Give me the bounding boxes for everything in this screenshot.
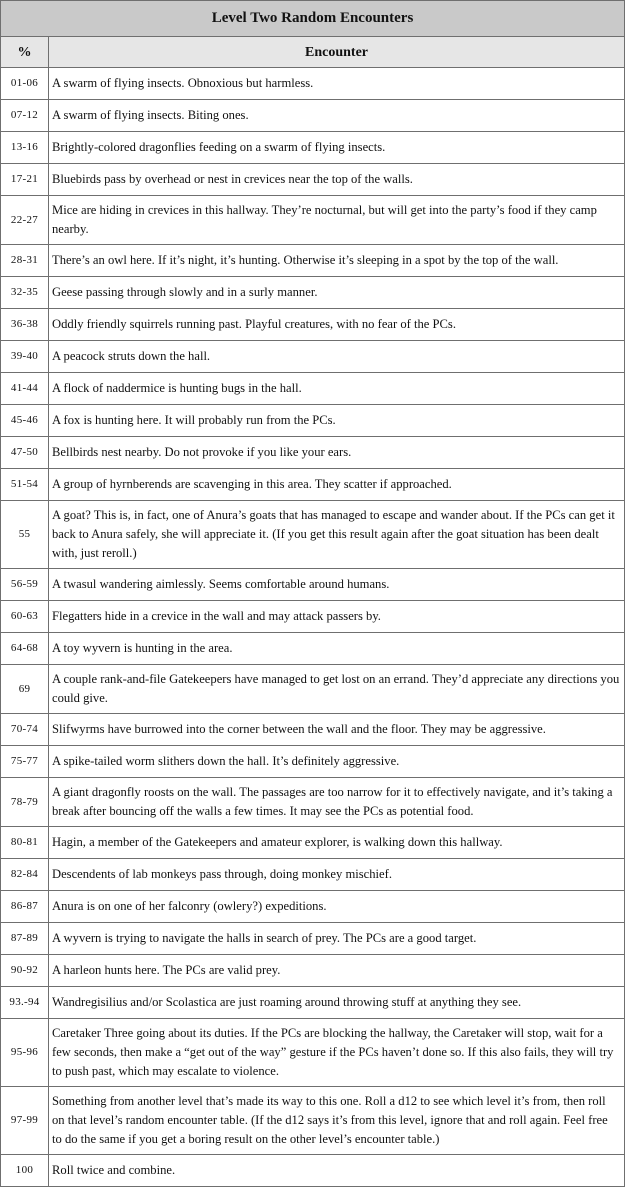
table-row [1,100,625,132]
roll-range: 69 [1,665,49,714]
table-row [1,341,625,373]
encounter-text: Roll twice and combine. [49,1155,625,1187]
table-row [1,665,625,714]
table-row [1,891,625,923]
encounter-text: A peacock struts down the hall. [49,341,625,373]
roll-range: 51-54 [1,469,49,501]
roll-range: 47-50 [1,437,49,469]
table-row [1,955,625,987]
roll-range: 78-79 [1,778,49,827]
roll-range: 86-87 [1,891,49,923]
table-row [1,373,625,405]
encounter-text: A twasul wandering aimlessly. Seems comfortable around humans. [49,569,625,601]
roll-range: 90-92 [1,955,49,987]
table-row [1,68,625,100]
roll-range: 01-06 [1,68,49,100]
roll-range: 22-27 [1,196,49,245]
encounter-text: A goat? This is, in fact, one of Anura’s goats that has managed to escape and wander about. If the PCs can get it back to Anura safely, she will appreciate it. (If you get this result again after the goat situation has been dealt with, just reroll.) [49,501,625,569]
table-row [1,405,625,437]
roll-range: 28-31 [1,245,49,277]
encounter-text: Slifwyrms have burrowed into the corner between the wall and the floor. They may be aggressive. [49,714,625,746]
encounter-text: A spike-tailed worm slithers down the hall. It’s definitely aggressive. [49,746,625,778]
table-row [1,245,625,277]
encounter-text: Descendents of lab monkeys pass through, doing monkey mischief. [49,859,625,891]
table-row [1,746,625,778]
roll-range: 60-63 [1,601,49,633]
encounter-text: Caretaker Three going about its duties. If the PCs are blocking the hallway, the Caretaker will stop, wait for a few seconds, then make a “get out of the way” gesture if the PCs haven’t done so. If this also fails, they will try to push past, which may escalate to violence. [49,1019,625,1087]
table-row [1,1087,625,1155]
encounter-text: Wandregisilius and/or Scolastica are just roaming around throwing stuff at anything they see. [49,987,625,1019]
encounter-text: A harleon hunts here. The PCs are valid prey. [49,955,625,987]
encounter-column-header: Encounter [49,37,625,68]
roll-range: 17-21 [1,164,49,196]
roll-range: 39-40 [1,341,49,373]
roll-range: 07-12 [1,100,49,132]
encounter-text: Flegatters hide in a crevice in the wall and may attack passers by. [49,601,625,633]
roll-range: 70-74 [1,714,49,746]
table-row [1,923,625,955]
roll-range: 100 [1,1155,49,1187]
encounter-text: Geese passing through slowly and in a surly manner. [49,277,625,309]
encounter-text: A swarm of flying insects. Obnoxious but harmless. [49,68,625,100]
roll-range: 32-35 [1,277,49,309]
encounter-text: Mice are hiding in crevices in this hallway. They’re nocturnal, but will get into the party’s food if they camp nearby. [49,196,625,245]
encounter-text: A swarm of flying insects. Biting ones. [49,100,625,132]
encounter-text: Bluebirds pass by overhead or nest in crevices near the top of the walls. [49,164,625,196]
encounter-text: A couple rank-and-file Gatekeepers have managed to get lost on an errand. They’d appreciate any directions you could give. [49,665,625,714]
table-row [1,987,625,1019]
encounter-text: Something from another level that’s made its way to this one. Roll a d12 to see which level it’s from, then roll on that level’s random encounter table. (If the d12 says it’s from this level, ignore that and roll again. Feel free to do the same if you get a boring result on the other level’s encounter table.) [49,1087,625,1155]
encounter-text: Brightly-colored dragonflies feeding on a swarm of flying insects. [49,132,625,164]
table-title: Level Two Random Encounters [1,1,625,37]
table-row [1,196,625,245]
table-row [1,633,625,665]
roll-range: 64-68 [1,633,49,665]
roll-range: 41-44 [1,373,49,405]
roll-range: 45-46 [1,405,49,437]
roll-range: 97-99 [1,1087,49,1155]
table-row [1,827,625,859]
roll-range: 80-81 [1,827,49,859]
roll-range: 56-59 [1,569,49,601]
encounter-text: A fox is hunting here. It will probably run from the PCs. [49,405,625,437]
roll-range: 55 [1,501,49,569]
table-row [1,501,625,569]
table-row [1,601,625,633]
encounter-text: Bellbirds nest nearby. Do not provoke if you like your ears. [49,437,625,469]
table-row [1,277,625,309]
encounter-text: A toy wyvern is hunting in the area. [49,633,625,665]
roll-range: 13-16 [1,132,49,164]
encounter-text: Anura is on one of her falconry (owlery?) expeditions. [49,891,625,923]
roll-range: 75-77 [1,746,49,778]
table-row [1,309,625,341]
encounter-text: A wyvern is trying to navigate the halls in search of prey. The PCs are a good target. [49,923,625,955]
table-row [1,859,625,891]
encounter-text: A giant dragonfly roosts on the wall. The passages are too narrow for it to effectively navigate, and it’s taking a break after bouncing off the walls a few times. It may see the PCs as potential food. [49,778,625,827]
roll-column-header: % [1,37,49,68]
table-row [1,164,625,196]
encounter-text: There’s an owl here. If it’s night, it’s hunting. Otherwise it’s sleeping in a spot by the top of the wall. [49,245,625,277]
roll-range: 95-96 [1,1019,49,1087]
table-row [1,437,625,469]
roll-range: 82-84 [1,859,49,891]
encounter-text: Hagin, a member of the Gatekeepers and amateur explorer, is walking down this hallway. [49,827,625,859]
table-row [1,778,625,827]
table-row [1,1155,625,1187]
table-row [1,469,625,501]
encounter-text: A flock of naddermice is hunting bugs in the hall. [49,373,625,405]
table-row [1,569,625,601]
table-row [1,132,625,164]
roll-range: 36-38 [1,309,49,341]
encounter-text: A group of hyrnberends are scavenging in this area. They scatter if approached. [49,469,625,501]
roll-range: 93.-94 [1,987,49,1019]
table-row [1,1019,625,1087]
encounter-rows [1,68,625,1187]
roll-range: 87-89 [1,923,49,955]
encounter-text: Oddly friendly squirrels running past. Playful creatures, with no fear of the PCs. [49,309,625,341]
table-row [1,714,625,746]
